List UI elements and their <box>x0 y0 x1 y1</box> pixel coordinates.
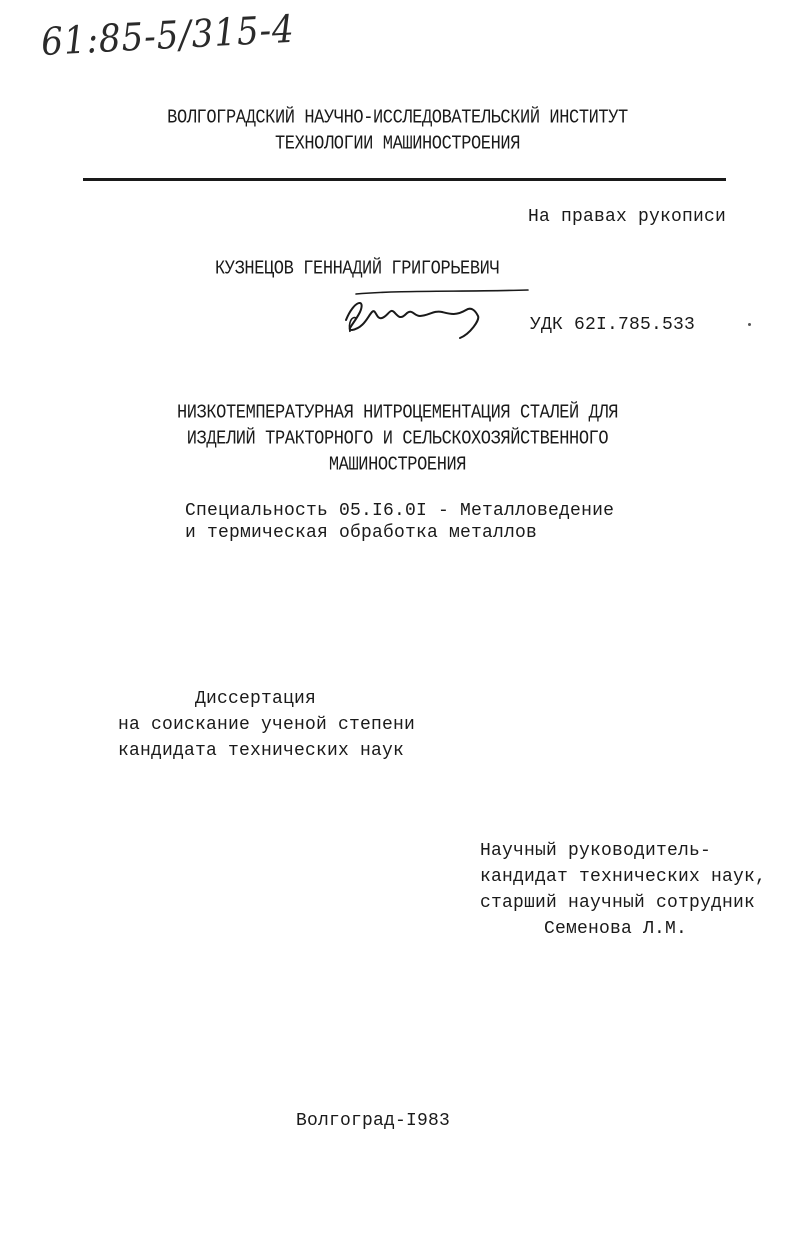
supervisor-title: Научный руководитель- <box>480 841 712 861</box>
specialty-line2: и термическая обработка металлов <box>185 523 538 543</box>
institute-name-line2: ТЕХНОЛОГИИ МАШИНОСТРОЕНИЯ <box>274 134 521 156</box>
supervisor-position: старший научный сотрудник <box>480 893 756 913</box>
manuscript-note: На правах рукописи <box>528 207 727 227</box>
dissertation-degree-line: на соискание ученой степени <box>118 715 416 735</box>
udk-code: УДК 62I.785.533 <box>530 315 696 335</box>
handwritten-archive-number: 61:85-5/315-4 <box>40 6 296 64</box>
paper-speck <box>748 323 751 326</box>
supervisor-name: Семенова Л.М. <box>544 919 688 939</box>
title-line3: МАШИНОСТРОЕНИЯ <box>328 455 467 477</box>
dissertation-field-line: кандидата технических наук <box>118 741 405 761</box>
author-name: КУЗНЕЦОВ ГЕННАДИЙ ГРИГОРЬЕВИЧ <box>215 259 500 281</box>
signature-image <box>342 286 532 342</box>
city-year: Волгоград-I983 <box>296 1111 451 1131</box>
dissertation-label: Диссертация <box>195 689 317 709</box>
title-line2: ИЗДЕЛИЙ ТРАКТОРНОГО И СЕЛЬСКОХОЗЯЙСТВЕННОГО <box>186 429 609 451</box>
institute-name-line1: ВОЛГОГРАДСКИЙ НАУЧНО-ИССЛЕДОВАТЕЛЬСКИЙ ИНСТИТУТ <box>167 108 628 130</box>
supervisor-degree: кандидат технических наук, <box>480 867 767 887</box>
header-divider <box>83 178 726 181</box>
specialty-line1: Специальность 05.I6.0I - Металловедение <box>185 501 615 521</box>
title-line1: НИЗКОТЕМПЕРАТУРНАЯ НИТРОЦЕМЕНТАЦИЯ СТАЛЕЙ ДЛЯ <box>176 403 619 425</box>
